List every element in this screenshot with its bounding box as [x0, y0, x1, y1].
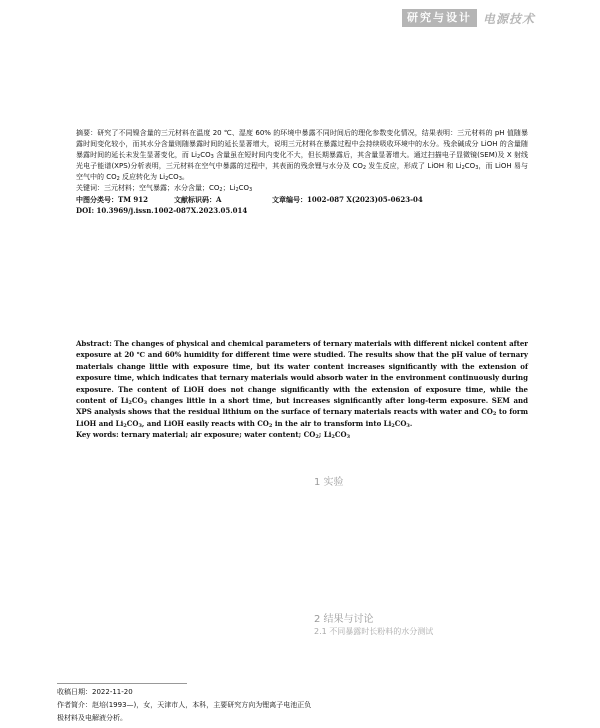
section-heading-2: 2 结果与讨论 — [314, 614, 374, 625]
journal-header — [402, 9, 535, 27]
article-number: 文章编号：1002-087 X(2023)05-0623-04 — [272, 195, 423, 204]
doi: DOI: 10.3969/j.issn.1002-087X.2023.05.014 — [76, 206, 248, 215]
keywords-cn: 关键词：三元材料；空气暴露；水分含量；$CO_2$；$Li_2CO_3$ — [76, 184, 253, 193]
abstract-en-text: Abstract: The changes of physical and chemical parameters of ternary materials with different nickel content after exposure at 20 ℃ and 60% humidity for different time were studied. The results show that the pH value of ternary materials change little with exposure time, but its water content increases significantly with the extension of exposure time, which indicates that ternary materials would absorb water in the environment continuously during exposure. The content of LiOH does not change significantly with the extension of exposure time, while the content of $Li_2CO_3$ changes little in a short time, but increases significantly after long-term exposure. SEM and XPS analysis shows that the residual lithium on the surface of ternary materials reacts with water and $CO_2$ to form LiOH and $Li_2CO_3$, and LiOH easily reacts with $CO_2$ in the air to transform into $Li_2CO_3$. — [76, 339, 528, 429]
abstract-cn-text: 摘要：研究了不同镍含量的三元材料在温度 20 ℃、湿度 60% 的环境中暴露不同时间后的理化参数变化情况，结果表明：三元材料的 pH 值随暴露时间变化较小，而其水分含量则随暴露时间的延长显著增大，说明三元材料在暴露过程中会持续吸收环境中的水分。残余碱成分 LiOH 的含量随暴露时间的延长未发生显著变化，而 $Li_2CO_3$ 含量虽在短时间内变化不大，但长期暴露后，其含量显著增大。通过扫描电子显微镜(SEM)及 X 射线光电子能谱(XPS)分析表明，三元材料在空气中暴露的过程中，其表面的残余锂与水分及 $CO_2$ 发生反应，形成了 LiOH 和 $Li_2CO_3$，而 LiOH 易与空气中的 $CO_2$ 反应转化为 $Li_2CO_3$。 — [76, 129, 528, 182]
column-badge: 研究与设计 — [402, 9, 477, 27]
footnote-rule — [57, 683, 187, 684]
journal-name: 电源技术 — [483, 11, 536, 26]
subsection-heading-2-1: 2.1 不同暴露时长粉料的水分测试 — [314, 627, 434, 636]
clc-number: 中图分类号：TM 912 — [76, 195, 149, 204]
received-date: 收稿日期：2022-11-20 — [57, 688, 133, 696]
keywords-en: Key words: ternary material; air exposure; water content; $CO_2$; $Li_2CO_3$ — [76, 430, 351, 441]
section-heading-1: 1 实验 — [314, 477, 344, 488]
chinese-abstract — [76, 128, 528, 216]
classification-row — [76, 194, 528, 205]
footnote — [57, 686, 317, 725]
doc-code: 文献标识码：A — [174, 195, 222, 204]
english-abstract — [76, 338, 528, 441]
author-bio: 作者简介：赵培(1993—)，女，天津市人，本科，主要研究方向为锂离子电池正负极材料及电解液分析。 — [57, 701, 312, 722]
